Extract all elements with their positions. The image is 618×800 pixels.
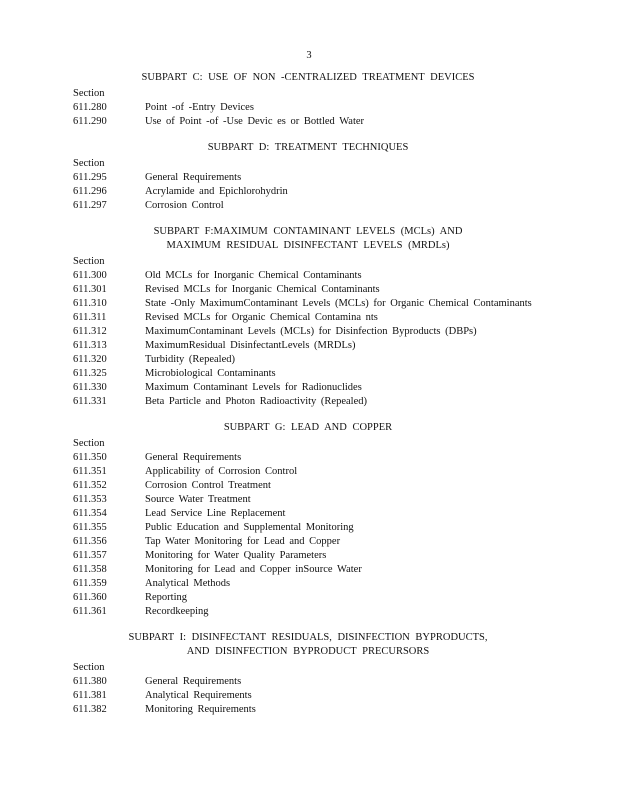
list-item xyxy=(73,479,543,493)
page-number: 3 xyxy=(306,50,312,61)
section-title: Use of Point -of -Use Devic es or Bottled Water xyxy=(145,116,365,127)
section-title: Recordkeeping xyxy=(145,606,209,617)
section-label: Section xyxy=(73,158,105,169)
section-number: 611.355 xyxy=(73,522,107,533)
section-number: 611.312 xyxy=(73,326,107,337)
list-item xyxy=(73,703,543,717)
section-title: Acrylamide and Epichlorohydrin xyxy=(145,186,288,197)
section-number: 611.352 xyxy=(73,480,107,491)
list-item xyxy=(73,367,543,381)
section-number: 611.301 xyxy=(73,284,107,295)
section-number: 611.295 xyxy=(73,172,107,183)
section-number: 611.300 xyxy=(73,270,107,281)
section-number: 611.296 xyxy=(73,186,107,197)
section-number: 611.380 xyxy=(73,676,107,687)
section-title: Monitoring Requirements xyxy=(145,704,256,715)
section-number: 611.313 xyxy=(73,340,107,351)
list-item xyxy=(73,311,543,325)
section-title: Turbidity (Repealed) xyxy=(145,354,235,365)
list-item xyxy=(73,339,543,353)
section-title: Analytical Requirements xyxy=(145,690,252,701)
section-title: Maximum Contaminant Levels for Radionuclides xyxy=(145,382,362,393)
list-item xyxy=(73,395,543,409)
section-title: Corrosion Control Treatment xyxy=(145,480,271,491)
subpart-c-heading: SUBPART C: USE OF NON -CENTRALIZED TREATMENT DEVICES xyxy=(141,72,475,83)
list-item xyxy=(73,521,543,535)
section-number: 611.325 xyxy=(73,368,107,379)
section-number: 611.353 xyxy=(73,494,107,505)
section-title: Revised MCLs for Organic Chemical Contamina nts xyxy=(145,312,378,323)
section-title: Tap Water Monitoring for Lead and Copper xyxy=(145,536,341,547)
subpart-d-block xyxy=(73,141,543,213)
section-label: Section xyxy=(73,662,105,673)
list-item xyxy=(73,101,543,115)
subpart-f-heading-line-2: MAXIMUM RESIDUAL DISINFECTANT LEVELS (MRDLs) xyxy=(166,240,450,251)
section-number: 611.351 xyxy=(73,466,107,477)
section-number: 611.381 xyxy=(73,690,107,701)
list-item xyxy=(73,577,543,591)
section-number: 611.354 xyxy=(73,508,107,519)
list-item xyxy=(73,451,543,465)
subpart-c-block xyxy=(73,71,543,129)
table-of-contents xyxy=(73,71,543,717)
section-number: 611.356 xyxy=(73,536,107,547)
section-title: Monitoring for Lead and Copper inSource Water xyxy=(145,564,362,575)
list-item xyxy=(73,563,543,577)
section-title: Source Water Treatment xyxy=(145,494,251,505)
section-title: Lead Service Line Replacement xyxy=(145,508,286,519)
section-label: Section xyxy=(73,88,105,99)
section-title: Microbiological Contaminants xyxy=(145,368,276,379)
section-number: 611.359 xyxy=(73,578,107,589)
section-title: Reporting xyxy=(145,592,187,603)
section-number: 611.331 xyxy=(73,396,107,407)
list-item xyxy=(73,675,543,689)
section-title: Public Education and Supplemental Monitoring xyxy=(145,522,354,533)
section-number: 611.290 xyxy=(73,116,107,127)
list-item xyxy=(73,115,543,129)
section-number: 611.382 xyxy=(73,704,107,715)
subpart-f-heading-line-1: SUBPART F:MAXIMUM CONTAMINANT LEVELS (MCLs) AND xyxy=(153,226,463,237)
section-title: Beta Particle and Photon Radioactivity (Repealed) xyxy=(145,396,367,407)
list-item xyxy=(73,325,543,339)
section-title: General Requirements xyxy=(145,676,242,687)
subpart-g-block xyxy=(73,421,543,619)
section-number: 611.361 xyxy=(73,606,107,617)
list-item xyxy=(73,507,543,521)
list-item xyxy=(73,493,543,507)
subpart-f-block xyxy=(73,225,543,409)
section-title: General Requirements xyxy=(145,172,242,183)
section-title: Applicability of Corrosion Control xyxy=(145,466,298,477)
section-title: Monitoring for Water Quality Parameters xyxy=(145,550,327,561)
section-title: MaximumContaminant Levels (MCLs) for Disinfection Byproducts (DBPs) xyxy=(145,326,477,337)
list-item xyxy=(73,353,543,367)
section-title: Old MCLs for Inorganic Chemical Contaminants xyxy=(145,270,362,281)
section-number: 611.330 xyxy=(73,382,107,393)
list-item xyxy=(73,535,543,549)
subpart-i-heading-line-2: AND DISINFECTION BYPRODUCT PRECURSORS xyxy=(186,646,430,657)
section-title: Corrosion Control xyxy=(145,200,224,211)
section-number: 611.280 xyxy=(73,102,107,113)
section-title: Point -of -Entry Devices xyxy=(145,102,254,113)
section-title: Revised MCLs for Inorganic Chemical Contaminants xyxy=(145,284,380,295)
section-number: 611.311 xyxy=(73,312,107,323)
subpart-i-block xyxy=(73,631,543,717)
subpart-g-heading: SUBPART G: LEAD AND COPPER xyxy=(223,422,393,433)
section-number: 611.297 xyxy=(73,200,107,211)
section-title: MaximumResidual DisinfectantLevels (MRDLs) xyxy=(145,340,356,351)
subpart-i-heading-line-1: SUBPART I: DISINFECTANT RESIDUALS, DISINFECTION BYPRODUCTS, xyxy=(128,632,488,643)
section-number: 611.310 xyxy=(73,298,107,309)
list-item xyxy=(73,297,543,311)
section-number: 611.358 xyxy=(73,564,107,575)
section-number: 611.320 xyxy=(73,354,107,365)
list-item xyxy=(73,465,543,479)
list-item xyxy=(73,199,543,213)
section-number: 611.360 xyxy=(73,592,107,603)
section-title: Analytical Methods xyxy=(145,578,231,589)
list-item xyxy=(73,381,543,395)
section-label: Section xyxy=(73,256,105,267)
section-title: State -Only MaximumContaminant Levels (MCLs) for Organic Chemical Contaminants xyxy=(145,298,532,309)
list-item xyxy=(73,689,543,703)
section-number: 611.350 xyxy=(73,452,107,463)
list-item xyxy=(73,283,543,297)
list-item xyxy=(73,171,543,185)
list-item xyxy=(73,605,543,619)
subpart-d-heading: SUBPART D: TREATMENT TECHNIQUES xyxy=(207,142,409,153)
section-title: General Requirements xyxy=(145,452,242,463)
list-item xyxy=(73,549,543,563)
section-number: 611.357 xyxy=(73,550,107,561)
section-label: Section xyxy=(73,438,105,449)
list-item xyxy=(73,269,543,283)
list-item xyxy=(73,185,543,199)
list-item xyxy=(73,591,543,605)
